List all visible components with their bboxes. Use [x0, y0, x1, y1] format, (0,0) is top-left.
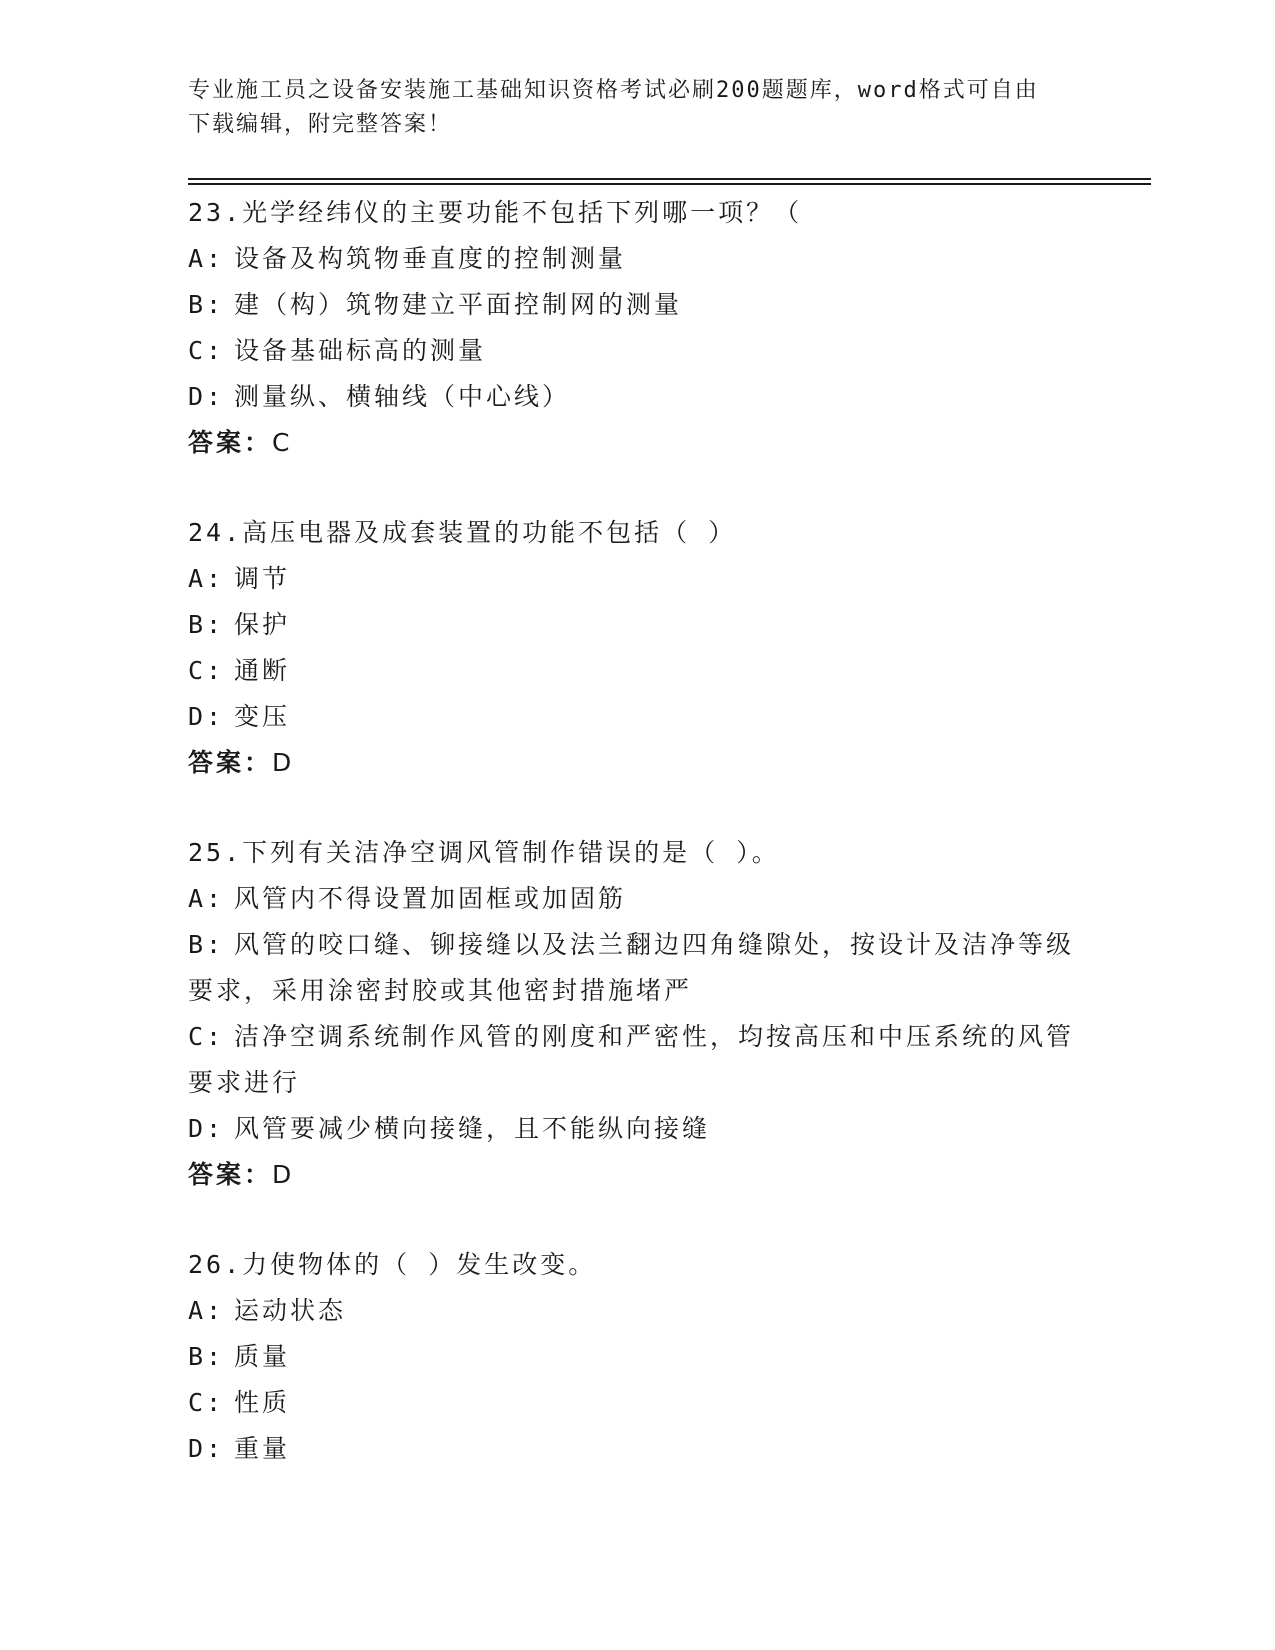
- header-line-1: 专业施工员之设备安装施工基础知识资格考试必刷200题题库，word格式可自由: [188, 78, 1039, 103]
- header-divider-bottom: [188, 183, 1151, 185]
- answer-line: [188, 420, 1088, 466]
- answer-label: 答案：: [188, 1160, 273, 1189]
- option-key: A:: [188, 884, 225, 913]
- question-stem: 23.光学经纬仪的主要功能不包括下列哪一项？（: [188, 198, 803, 227]
- option-key: C:: [188, 1022, 225, 1051]
- option-text: 风管的咬口缝、铆接缝以及法兰翻边四角缝隙处，按设计及洁净等级要求，采用涂密封胶或其他密封措施堵严: [188, 930, 1075, 1005]
- answer-value: D: [272, 748, 295, 777]
- option-text: 测量纵、横轴线（中心线）: [234, 382, 571, 411]
- answer-line: [188, 1152, 1088, 1198]
- question-26: [188, 1242, 1088, 1472]
- option-key: D:: [188, 1434, 225, 1463]
- option-b: [188, 1334, 1088, 1380]
- option-a: [188, 236, 1088, 282]
- option-text: 变压: [234, 702, 291, 731]
- option-text: 风管要减少横向接缝，且不能纵向接缝: [234, 1114, 711, 1143]
- option-key: A:: [188, 1296, 225, 1325]
- option-text: 运动状态: [234, 1296, 347, 1325]
- option-a: [188, 556, 1088, 602]
- option-c: [188, 648, 1088, 694]
- answer-value: C: [272, 428, 293, 457]
- option-key: A:: [188, 564, 225, 593]
- option-text: 调节: [234, 564, 291, 593]
- question-stem: 25.下列有关洁净空调风管制作错误的是（ ）。: [188, 838, 780, 867]
- answer-label: 答案：: [188, 428, 273, 457]
- option-key: C:: [188, 656, 225, 685]
- option-d: [188, 374, 1088, 420]
- answer-line: [188, 740, 1088, 786]
- option-a: [188, 876, 1088, 922]
- question-stem: 24.高压电器及成套装置的功能不包括（ ）: [188, 518, 737, 547]
- header-divider-top: [188, 178, 1151, 180]
- option-key: C:: [188, 336, 225, 365]
- option-a: [188, 1288, 1088, 1334]
- question-spacer: [188, 1198, 1088, 1242]
- option-d: [188, 1106, 1088, 1152]
- option-text: 建（构）筑物建立平面控制网的测量: [234, 290, 683, 319]
- question-24: [188, 510, 1088, 786]
- option-c: [188, 1014, 1088, 1106]
- answer-value: D: [272, 1160, 295, 1189]
- option-text: 性质: [234, 1388, 291, 1417]
- option-text: 保护: [234, 610, 291, 639]
- option-c: [188, 328, 1088, 374]
- question-stem: 26.力使物体的（ ）发生改变。: [188, 1250, 597, 1279]
- option-key: D:: [188, 702, 225, 731]
- option-text: 洁净空调系统制作风管的刚度和严密性，均按高压和中压系统的风管要求进行: [188, 1022, 1075, 1097]
- question-23: [188, 190, 1088, 466]
- option-b: [188, 282, 1088, 328]
- option-key: A:: [188, 244, 225, 273]
- option-b: [188, 602, 1088, 648]
- answer-label: 答案：: [188, 748, 273, 777]
- option-key: D:: [188, 382, 225, 411]
- option-key: D:: [188, 1114, 225, 1143]
- option-text: 风管内不得设置加固框或加固筋: [234, 884, 627, 913]
- option-b: [188, 922, 1088, 1014]
- option-key: B:: [188, 930, 225, 959]
- question-spacer: [188, 466, 1088, 510]
- option-key: C:: [188, 1388, 225, 1417]
- question-25: [188, 830, 1088, 1198]
- option-text: 通断: [234, 656, 291, 685]
- option-text: 重量: [234, 1434, 291, 1463]
- option-d: [188, 694, 1088, 740]
- option-text: 设备基础标高的测量: [234, 336, 487, 365]
- question-list: [188, 190, 1088, 1472]
- option-text: 质量: [234, 1342, 291, 1371]
- question-spacer: [188, 786, 1088, 830]
- header-line-2: 下载编辑，附完整答案！: [188, 112, 453, 137]
- option-c: [188, 1380, 1088, 1426]
- document-header: [188, 74, 1088, 142]
- option-d: [188, 1426, 1088, 1472]
- option-key: B:: [188, 610, 225, 639]
- option-key: B:: [188, 290, 225, 319]
- option-key: B:: [188, 1342, 225, 1371]
- option-text: 设备及构筑物垂直度的控制测量: [234, 244, 627, 273]
